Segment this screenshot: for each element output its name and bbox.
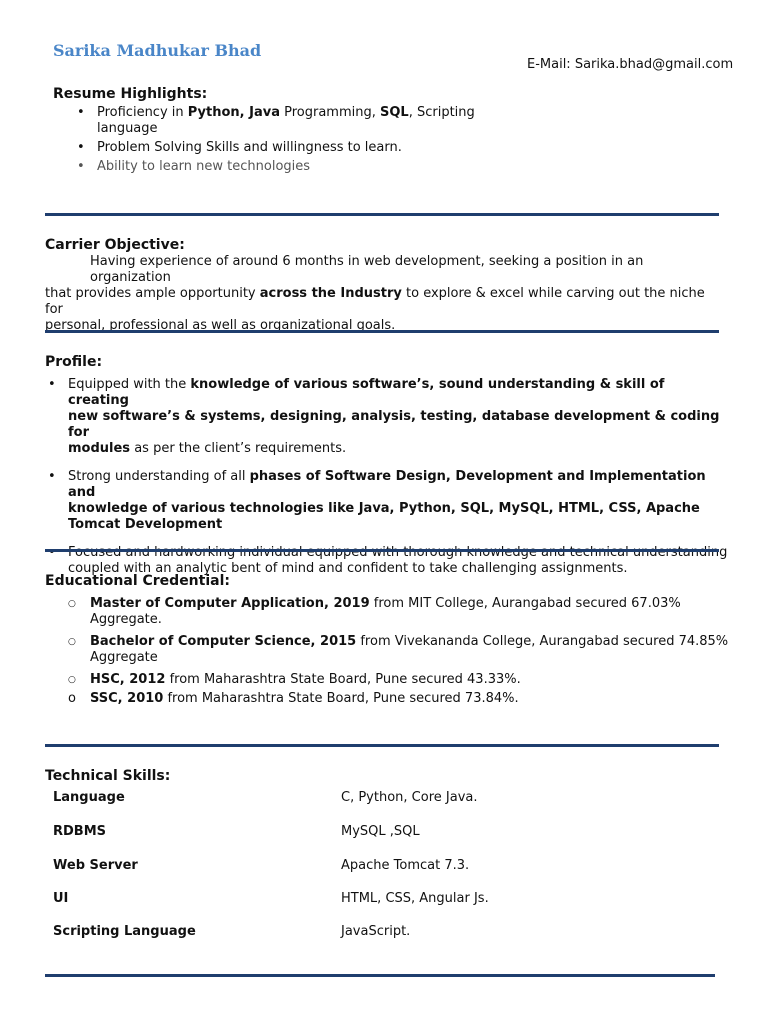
skill-row (53, 824, 713, 840)
education-heading: Educational Credential: (45, 573, 230, 589)
profile-bold: new software’s & systems, designing, analysis, testing, database development & coding for (68, 409, 720, 440)
profile-bold: knowledge of various software’s, sound understanding & skill of creating (68, 377, 665, 408)
objective-line: Having experience of around 6 months in web development, seeking a position in an organization (90, 254, 644, 285)
objective-text (45, 254, 725, 334)
education-degree: SSC, 2010 (90, 691, 164, 706)
objective-bold: across the Industry (259, 286, 402, 301)
profile-bold: phases of Software Design, Development and Implementation and (68, 469, 706, 500)
education-list (68, 596, 730, 707)
skill-value: JavaScript. (341, 924, 411, 939)
profile-text: as per the client’s requirements. (130, 441, 347, 456)
objective-span: to explore & excel while carving out the niche for (45, 286, 705, 317)
education-item (90, 634, 730, 666)
skill-label: UI (53, 891, 69, 906)
profile-bold: Tomcat Development (68, 517, 223, 532)
skill-row (53, 924, 713, 940)
profile-heading: Profile: (45, 354, 103, 370)
objective-heading: Carrier Objective: (45, 237, 185, 253)
education-detail: Aggregate (90, 650, 158, 665)
skill-value: C, Python, Core Java. (341, 790, 478, 805)
highlight-item (97, 140, 497, 156)
highlights-heading: Resume Highlights: (53, 86, 208, 102)
skill-value: HTML, CSS, Angular Js. (341, 891, 489, 906)
highlight-text: Ability to learn new technologies (97, 159, 311, 174)
skill-label: Web Server (53, 858, 138, 873)
education-detail: Aggregate. (90, 612, 162, 627)
education-detail: from Vivekananda College, Aurangabad secured 74.85% (356, 634, 729, 649)
education-item (90, 596, 730, 628)
profile-text: coupled with an analytic bent of mind and confident to take challenging assignments. (68, 561, 628, 576)
skill-label: Language (53, 790, 125, 805)
skill-value: Apache Tomcat 7.3. (341, 858, 470, 873)
education-degree: Bachelor of Computer Science, 2015 (90, 634, 357, 649)
skill-row (53, 790, 713, 806)
profile-item (68, 377, 728, 457)
education-detail: from Maharashtra State Board, Pune secured 43.33%. (165, 672, 521, 687)
highlight-text: language (97, 121, 158, 136)
profile-list (68, 377, 728, 577)
highlight-item (97, 159, 497, 175)
highlight-bold: SQL (380, 105, 409, 120)
education-degree: HSC, 2012 (90, 672, 166, 687)
highlight-item (97, 105, 497, 137)
education-detail: from Maharashtra State Board, Pune secured 73.84%. (163, 691, 519, 706)
skill-row (53, 858, 713, 874)
objective-line: personal, professional as well as organizational goals. (45, 318, 396, 333)
profile-text: Equipped with the (68, 377, 191, 392)
profile-bold: knowledge of various technologies like Java, Python, SQL, MySQL, HTML, CSS, Apache (68, 501, 700, 516)
section-divider (45, 974, 715, 977)
highlight-text: Programming, (279, 105, 380, 120)
highlight-text: Problem Solving Skills and willingness to learn. (97, 140, 402, 155)
skill-value: MySQL ,SQL (341, 824, 420, 839)
profile-text: Focused and hardworking individual equipped with thorough knowledge and technical understanding (68, 545, 728, 560)
section-divider (45, 549, 719, 552)
section-divider (45, 213, 719, 216)
education-bullet: o (68, 691, 76, 706)
objective-span: that provides ample opportunity (45, 286, 260, 301)
email-address: E-Mail: Sarika.bhad@gmail.com (527, 57, 734, 72)
section-divider (45, 330, 719, 333)
skill-label: Scripting Language (53, 924, 196, 939)
section-divider (45, 744, 719, 747)
education-detail: from MIT College, Aurangabad secured 67.03% (369, 596, 681, 611)
highlights-list (97, 105, 497, 175)
education-item (90, 672, 730, 688)
skills-heading: Technical Skills: (45, 768, 171, 784)
objective-line (45, 286, 725, 318)
highlight-text: , Scripting (408, 105, 475, 120)
profile-item (68, 469, 728, 533)
profile-bold: modules (68, 441, 131, 456)
candidate-name: Sarika Madhukar Bhad (53, 41, 262, 60)
skill-row (53, 891, 713, 907)
education-degree: Master of Computer Application, 2019 (90, 596, 370, 611)
skill-label: RDBMS (53, 824, 107, 839)
education-item (68, 691, 730, 707)
highlight-text: Proficiency in (97, 105, 188, 120)
profile-text: Strong understanding of all (68, 469, 250, 484)
highlight-bold: Python, Java (187, 105, 280, 120)
